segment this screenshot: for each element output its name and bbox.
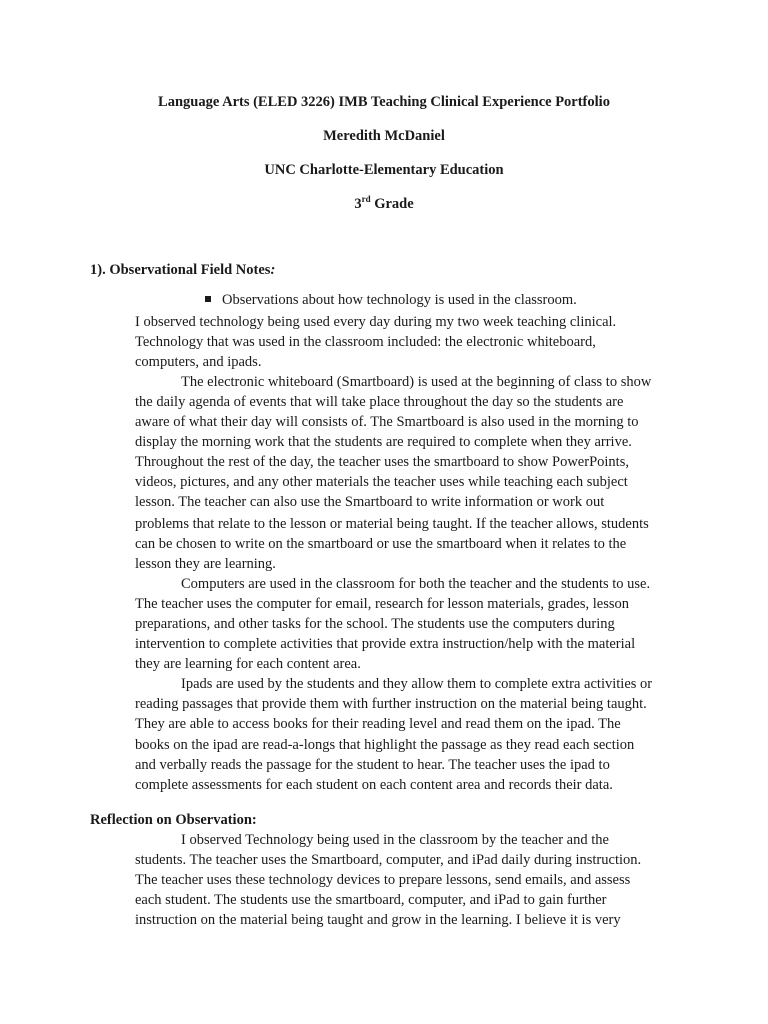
grade-suffix: rd: [361, 194, 371, 204]
author-name: Meredith McDaniel: [323, 128, 445, 144]
text-line: instruction on the material being taught and grow in the learning. I believe it is very: [135, 912, 621, 928]
text-line: videos, pictures, and any other materials the teacher uses while teaching each subject: [135, 474, 628, 490]
text-line: reading passages that provide them with further instruction on the material being taught.: [135, 696, 647, 712]
text-line: the daily agenda of events that will take place throughout the day so the students are: [135, 394, 624, 410]
bullet-square-icon: [205, 296, 211, 302]
text-line: problems that relate to the lesson or material being taught. If the teacher allows, students: [135, 516, 649, 532]
section-heading-colon: :: [270, 262, 276, 278]
text-line: Computers are used in the classroom for both the teacher and the students to use.: [181, 576, 651, 592]
text-line: intervention to complete activities that provide extra instruction/help with the material: [135, 636, 636, 652]
section-heading-field-notes-text: 1). Observational Field Notes: [90, 262, 271, 278]
bullet-text: Observations about how technology is used in the classroom.: [222, 292, 577, 308]
text-line: The teacher uses the computer for email, research for lesson materials, grades, lesson: [135, 596, 630, 612]
text-line: The teacher uses these technology devices to prepare lessons, send emails, and assess: [135, 872, 631, 888]
institution-name: UNC Charlotte-Elementary Education: [264, 162, 504, 178]
section-heading-reflection: Reflection on Observation:: [90, 812, 257, 828]
text-line: lesson they are learning.: [135, 556, 276, 572]
bullet-item: [205, 292, 577, 309]
text-line: display the morning work that the students are required to complete when they arrive.: [135, 434, 632, 450]
text-line: preparations, and other tasks for the school. The students use the computers during: [135, 616, 615, 632]
text-line: computers, and ipads.: [135, 354, 262, 370]
text-line: I observed technology being used every day during my two week teaching clinical.: [135, 314, 617, 330]
document-title: Language Arts (ELED 3226) IMB Teaching Clinical Experience Portfolio: [158, 94, 610, 110]
text-line: They are able to access books for their reading level and read them on the ipad. The: [135, 716, 621, 732]
grade-word: Grade: [374, 196, 414, 212]
text-line: complete assessments for each student on each content area and records their data.: [135, 777, 613, 793]
grade-number: 3: [354, 196, 362, 212]
text-line: books on the ipad are read-a-longs that highlight the passage as they read each section: [135, 737, 635, 753]
grade-level: [0, 196, 768, 213]
text-line: aware of what their day will consists of. The Smartboard is also used in the morning to: [135, 414, 639, 430]
text-line: students. The teacher uses the Smartboard, computer, and iPad daily during instruction.: [135, 852, 642, 868]
text-line: Throughout the rest of the day, the teacher uses the smartboard to show PowerPoints,: [135, 454, 629, 470]
text-line: they are learning for each content area.: [135, 656, 361, 672]
text-line: Ipads are used by the students and they allow them to complete extra activities or: [181, 676, 653, 692]
text-line: and verbally reads the passage for the student to hear. The teacher uses the ipad to: [135, 757, 610, 773]
text-line: The electronic whiteboard (Smartboard) is used at the beginning of class to show: [181, 374, 652, 390]
text-line: lesson. The teacher can also use the Smartboard to write information or work out: [135, 494, 605, 510]
text-line: can be chosen to write on the smartboard or use the smartboard when it relates to the: [135, 536, 627, 552]
text-line: I observed Technology being used in the classroom by the teacher and the: [181, 832, 609, 848]
text-line: each student. The students use the smartboard, computer, and iPad to gain further: [135, 892, 607, 908]
section-heading-field-notes: [90, 262, 275, 279]
text-line: Technology that was used in the classroom included: the electronic whiteboard,: [135, 334, 596, 350]
